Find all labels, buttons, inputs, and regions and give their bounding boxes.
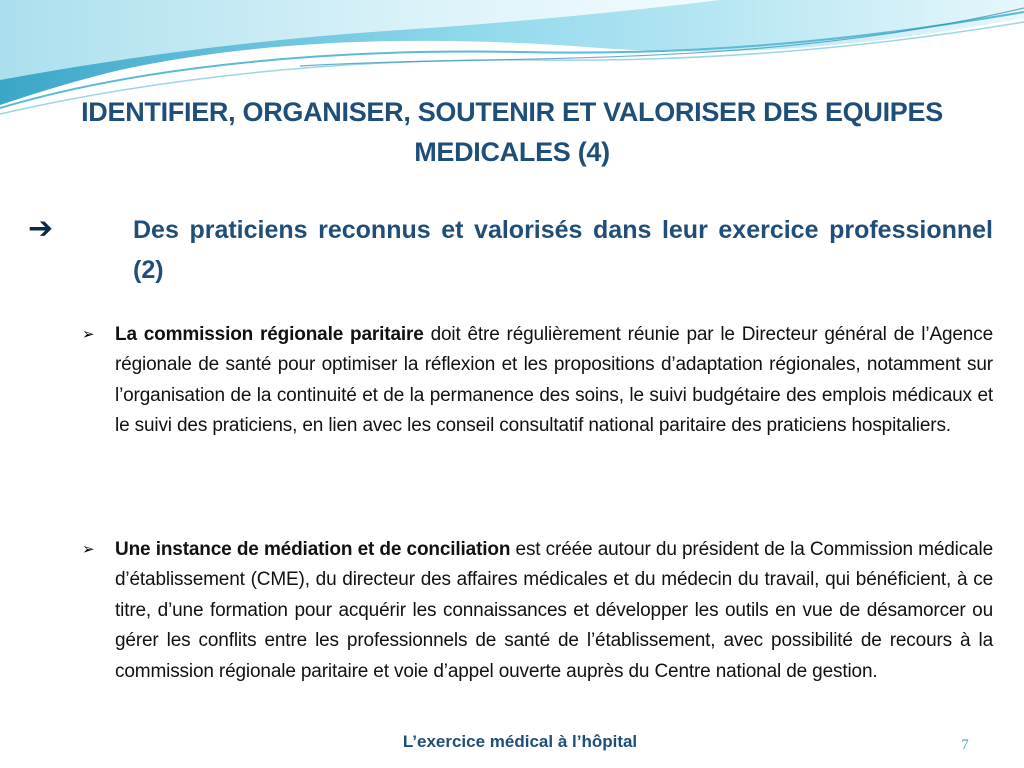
bullet-1-text: doit être régulièrement réunie par le Directeur général de l’Agence régionale de santé pour optimiser la réflexion et les propositions d’adaptation régionales, notamment sur l’organisation de la continuité et de la permanence des soins, le suivi budgétaire des emplois médicaux et le suivi des praticiens, en lien avec les conseil consultatif national paritaire des praticiens hospitaliers. bbox=[115, 324, 993, 437]
page-number: 7 bbox=[961, 737, 969, 753]
slide-title-line-2: MEDICALES (4) bbox=[414, 137, 610, 167]
section-subtitle: Des praticiens reconnus et valorisés dans leur exercice professionnel (2) bbox=[133, 216, 993, 284]
slide-title bbox=[40, 92, 984, 172]
bullet-2-bold: Une instance de médiation et de conciliation bbox=[115, 539, 511, 560]
bullet-1-bold: La commission régionale paritaire bbox=[115, 324, 424, 345]
footer-title: L’exercice médical à l’hôpital bbox=[402, 732, 638, 751]
bullet-paragraph-1 bbox=[115, 320, 993, 442]
slide-title-line-1: IDENTIFIER, ORGANISER, SOUTENIR ET VALORISER DES EQUIPES bbox=[81, 97, 943, 127]
right-arrow-icon: ➔ bbox=[28, 212, 54, 245]
bullet-2-text: est créée autour du président de la Commission médicale d’établissement (CME), du directeur des affaires médicales et du médecin du travail, qui bénéficient, à ce titre, d’une formation pour acquérir les connaissances et développer les outils en vue de désamorcer ou gérer les conflits entre les professionnels de santé de l’établissement, avec possibilité de recours à la commission régionale paritaire et voie d’appel ouverte auprès du Centre national de gestion. bbox=[115, 539, 993, 682]
triangle-bullet-icon: ➢ bbox=[82, 541, 95, 558]
bullet-paragraph-2 bbox=[115, 535, 993, 687]
triangle-bullet-icon: ➢ bbox=[82, 326, 95, 343]
